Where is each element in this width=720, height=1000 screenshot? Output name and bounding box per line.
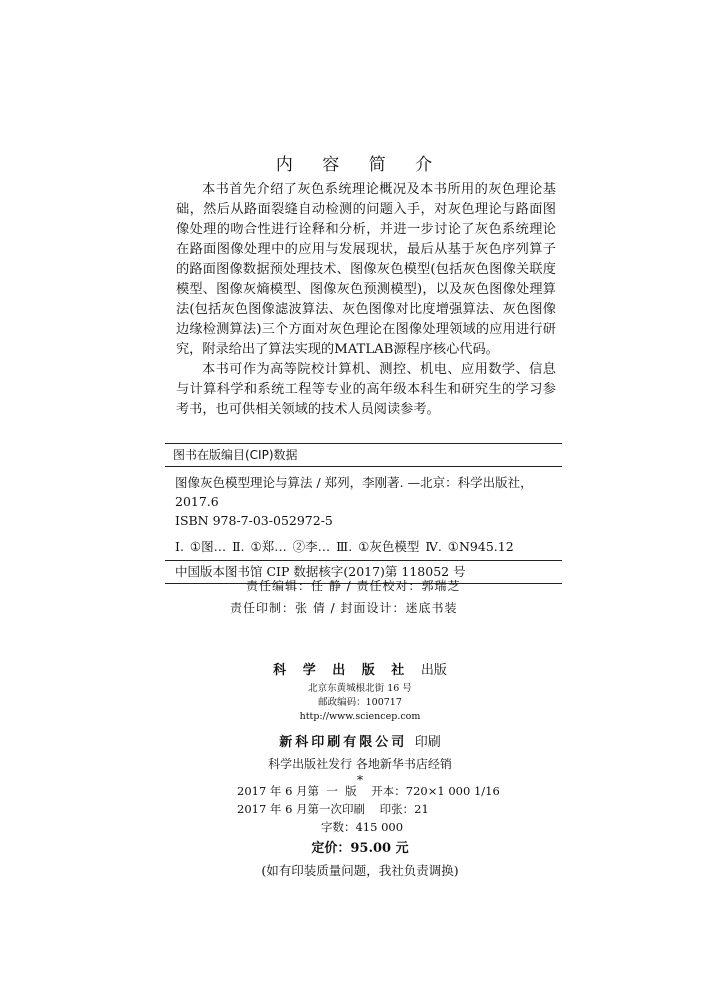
- cip-block: [165, 443, 562, 584]
- edition-specs: [237, 782, 537, 836]
- printer-name: 新科印刷有限公司: [279, 735, 408, 750]
- publisher-suffix: 出版: [420, 663, 447, 678]
- abstract-paragraph-2: 本书可作为高等院校计算机、测控、机电、应用数学、信息与计算科学和系统工程等专业的高年级本科生和研究生的学习参考书，也可供相关领域的技术人员阅读参考。: [176, 362, 556, 417]
- staff-line-1: 责任编辑：任 静 / 责任校对：郭瑞芝: [246, 579, 461, 593]
- abstract: [176, 180, 556, 420]
- publisher-url: http://www.sciencep.com: [299, 711, 421, 722]
- cip-classification: Ⅰ. ①图… Ⅱ. ①郑… ②李… Ⅲ. ①灰色模型 Ⅳ. ①N945.12: [175, 539, 514, 554]
- cip-number: 中国版本图书馆 CIP 数据核字(2017)第 118052 号: [175, 564, 466, 579]
- price: 定价：95.00 元: [311, 841, 409, 856]
- distribution-line: 科学出版社发行 各地新华书店经销: [268, 757, 452, 771]
- publisher-block: [0, 660, 720, 786]
- printer-suffix: 印刷: [414, 735, 441, 750]
- specs-line-3: 字数：415 000: [320, 820, 404, 834]
- separator-star: *: [357, 773, 363, 787]
- staff-line-2: 责任印制：张 倩 / 封面设计：迷底书装: [230, 601, 458, 615]
- publisher-name-line: [0, 660, 720, 682]
- publisher-postcode: 邮政编码：100717: [318, 697, 402, 708]
- cip-isbn: ISBN 978-7-03-052972-5: [175, 513, 333, 528]
- printer-line: [0, 732, 720, 754]
- publisher-name: 科 学 出 版 社: [273, 663, 411, 678]
- specs-line-1: 2017 年 6 月第 一 版 开本：720×1 000 1/16: [237, 784, 500, 798]
- cip-book-line: 图像灰色模型理论与算法 / 郑列，李刚著. —北京：科学出版社，2017.6: [175, 475, 533, 509]
- cip-heading: 图书在版编目(CIP)数据: [173, 448, 298, 462]
- quality-note: (如有印装质量问题，我社负责调换): [261, 863, 459, 878]
- publisher-address: 北京东黄城根北街 16 号: [308, 683, 412, 694]
- cip-body: [165, 467, 562, 530]
- page-title: 内 容 简 介: [275, 155, 445, 175]
- abstract-paragraph-1: 本书首先介绍了灰色系统理论概况及本书所用的灰色理论基础，然后从路面裂缝自动检测的问题入手，对灰色理论与路面图像处理的吻合性进行诠释和分析，并进一步讨论了灰色系统理论在路面图像处理中的应用与发展现状，最后从基于灰色序列算子的路面图像数据预处理技术、图像灰色模型(包括灰色图像关联度模型、图像灰熵模型、图像灰色预测模型)，以及灰色图像处理算法(包括灰色图像滤波算法、灰色图像对比度增强算法、灰色图像边缘检测算法)三个方面对灰色理论在图像处理领域的应用进行研究，附录给出了算法实现的MATLAB源程序核心代码。: [176, 182, 556, 357]
- specs-line-2: 2017 年 6 月第一次印刷 印张：21: [237, 802, 429, 816]
- staff-credits: [230, 575, 461, 619]
